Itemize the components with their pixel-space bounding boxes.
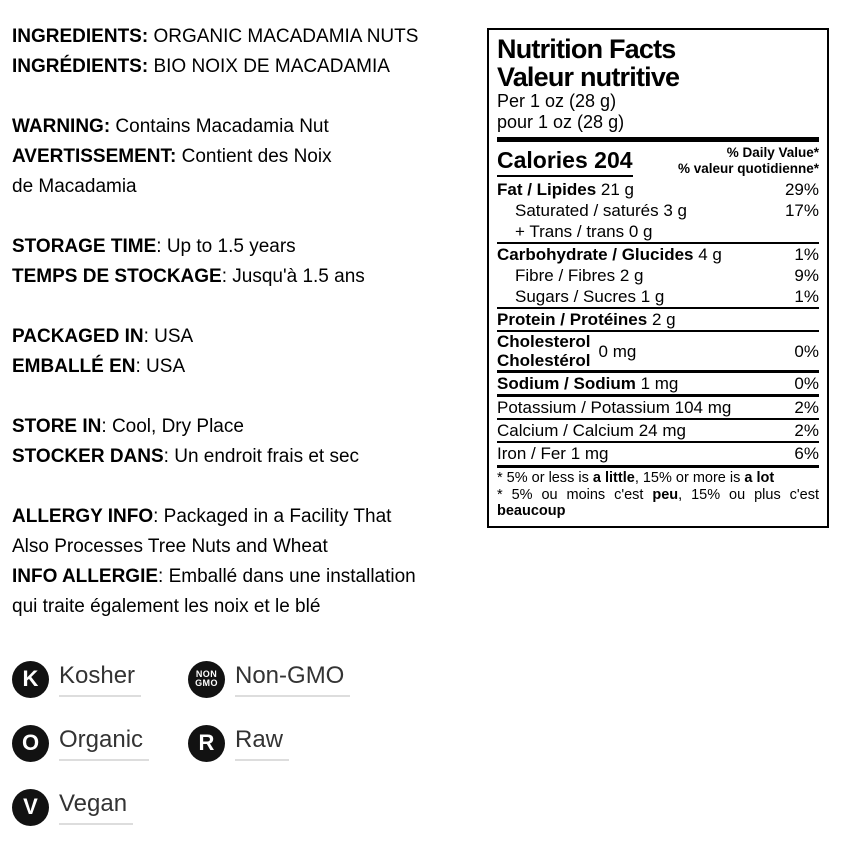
nutrient-dv: 6% bbox=[794, 444, 819, 463]
badge-label-raw: Raw bbox=[235, 726, 289, 761]
badge-vegan bbox=[12, 788, 188, 826]
product-info-column bbox=[12, 22, 480, 652]
store-in-label-fr: STOCKER DANS bbox=[12, 446, 164, 467]
row-fibre bbox=[497, 265, 819, 286]
badge-raw bbox=[188, 724, 442, 762]
calories-value: Calories 204 bbox=[497, 147, 633, 177]
nutrition-facts-panel bbox=[487, 28, 829, 528]
nutrient-dv: 29% bbox=[784, 180, 819, 199]
ingredients-section bbox=[12, 22, 480, 82]
packaged-in-line-fr bbox=[12, 352, 480, 382]
serving-size-en: Per 1 oz (28 g) bbox=[497, 91, 617, 111]
vegan-icon: V bbox=[12, 789, 49, 826]
allergy-label-fr: INFO ALLERGIE bbox=[12, 566, 159, 587]
nutrient-dv: 1% bbox=[794, 287, 819, 306]
row-fat bbox=[497, 179, 819, 200]
store-in-line-fr bbox=[12, 442, 480, 472]
allergy-label-en: ALLERGY INFO bbox=[12, 506, 154, 527]
storage-time-section bbox=[12, 232, 480, 292]
calories-row bbox=[497, 145, 819, 177]
thick-rule bbox=[497, 137, 819, 142]
organic-icon: O bbox=[12, 725, 49, 762]
row-calcium bbox=[497, 418, 819, 441]
nutrient-name: Carbohydrate / Glucides 4 g bbox=[497, 245, 722, 264]
nutrient-name: Calcium / Calcium 24 mg bbox=[497, 421, 686, 440]
nutrient-dv: 2% bbox=[794, 421, 819, 440]
nutrient-dv: 17% bbox=[784, 201, 819, 220]
row-saturated bbox=[497, 200, 819, 221]
allergy-line-fr bbox=[12, 562, 480, 592]
badge-organic bbox=[12, 724, 188, 762]
raw-icon: R bbox=[188, 725, 225, 762]
packaged-in-label-fr: EMBALLÉ EN bbox=[12, 356, 136, 377]
allergy-value-fr: : Emballé dans une installation bbox=[158, 566, 416, 587]
ingredients-line-en bbox=[12, 22, 480, 52]
nutrient-name: Potassium / Potassium 104 mg bbox=[497, 398, 732, 417]
footnote-fr: * 5% ou moins c'est peu, 15% ou plus c'est beaucoup bbox=[497, 486, 819, 519]
row-cholesterol bbox=[497, 330, 819, 370]
nutrient-name: Cholesterol Cholestérol bbox=[497, 332, 591, 370]
allergy-line-en-cont: Also Processes Tree Nuts and Wheat bbox=[12, 536, 328, 557]
serving-size-fr: pour 1 oz (28 g) bbox=[497, 112, 625, 132]
footnote-en: * 5% or less is a little, 15% or more is a lot bbox=[497, 470, 775, 486]
badge-non-gmo bbox=[188, 660, 442, 698]
store-in-value-en: : Cool, Dry Place bbox=[101, 416, 244, 437]
nutrient-dv: 0% bbox=[794, 374, 819, 393]
warning-label-fr: AVERTISSEMENT: bbox=[12, 146, 177, 167]
daily-value-header: % Daily Value* % valeur quotidienne* bbox=[677, 145, 819, 176]
nutrient-name: Fibre / Fibres 2 g bbox=[515, 266, 644, 285]
nutrient-name: Sodium / Sodium 1 mg bbox=[497, 374, 679, 393]
packaged-in-line-en bbox=[12, 322, 480, 352]
warning-value-en: Contains Macadamia Nut bbox=[110, 116, 329, 137]
warning-section bbox=[12, 112, 480, 202]
row-protein bbox=[497, 307, 819, 330]
badge-label-non-gmo: Non-GMO bbox=[235, 662, 350, 697]
store-in-label-en: STORE IN bbox=[12, 416, 102, 437]
packaged-in-value-fr: : USA bbox=[135, 356, 186, 377]
nutrient-amount: 0 mg bbox=[598, 341, 637, 361]
non-gmo-icon: NON GMO bbox=[188, 661, 225, 698]
row-sugars bbox=[497, 286, 819, 307]
badge-label-vegan: Vegan bbox=[59, 790, 133, 825]
allergy-value-en: : Packaged in a Facility That bbox=[153, 506, 392, 527]
storage-time-line-fr bbox=[12, 262, 480, 292]
storage-time-line-en bbox=[12, 232, 480, 262]
row-sodium bbox=[497, 370, 819, 394]
warning-label-en: WARNING: bbox=[12, 116, 111, 137]
warning-line-fr bbox=[12, 142, 480, 172]
daily-value-footnote bbox=[497, 465, 819, 520]
nutrient-dv: 1% bbox=[794, 245, 819, 264]
ingredients-line-fr bbox=[12, 52, 480, 82]
allergy-info-section bbox=[12, 502, 480, 622]
store-in-section bbox=[12, 412, 480, 472]
warning-line-fr-cont: de Macadamia bbox=[12, 176, 137, 197]
warning-line-en bbox=[12, 112, 480, 142]
storage-time-label-en: STORAGE TIME bbox=[12, 236, 157, 257]
nutrient-dv: 0% bbox=[794, 341, 819, 361]
allergy-line-en bbox=[12, 502, 480, 532]
nutrient-name: Fat / Lipides 21 g bbox=[497, 180, 635, 199]
store-in-value-fr: : Un endroit frais et sec bbox=[163, 446, 360, 467]
nutrient-name: Iron / Fer 1 mg bbox=[497, 444, 609, 463]
storage-time-label-fr: TEMPS DE STOCKAGE bbox=[12, 266, 222, 287]
store-in-line-en bbox=[12, 412, 480, 442]
nutrient-name: Saturated / saturés 3 g bbox=[515, 201, 688, 220]
badge-label-kosher: Kosher bbox=[59, 662, 141, 697]
ingredients-label-en: INGREDIENTS: bbox=[12, 26, 149, 47]
ingredients-value-fr: BIO NOIX DE MACADAMIA bbox=[148, 56, 390, 77]
row-trans bbox=[497, 221, 819, 242]
row-potassium bbox=[497, 394, 819, 418]
nutrient-dv: 9% bbox=[794, 266, 819, 285]
ingredients-value-en: ORGANIC MACADAMIA NUTS bbox=[148, 26, 419, 47]
nutrient-dv: 2% bbox=[794, 398, 819, 417]
nutrition-title-en: Nutrition Facts bbox=[497, 34, 676, 64]
certification-badges bbox=[12, 660, 442, 826]
nutrient-name: Sugars / Sucres 1 g bbox=[515, 287, 665, 306]
kosher-icon: K bbox=[12, 661, 49, 698]
row-iron bbox=[497, 441, 819, 464]
nutrient-name: + Trans / trans 0 g bbox=[515, 222, 653, 241]
storage-time-value-en: : Up to 1.5 years bbox=[156, 236, 296, 257]
nutrition-title-fr: Valeur nutritive bbox=[497, 62, 680, 92]
packaged-in-section bbox=[12, 322, 480, 382]
badge-kosher bbox=[12, 660, 188, 698]
badge-label-organic: Organic bbox=[59, 726, 149, 761]
packaged-in-value-en: : USA bbox=[143, 326, 194, 347]
allergy-line-fr-cont: qui traite également les noix et le blé bbox=[12, 596, 321, 617]
nutrient-name: Protein / Protéines 2 g bbox=[497, 310, 676, 329]
warning-value-fr: Contient des Noix bbox=[176, 146, 332, 167]
packaged-in-label-en: PACKAGED IN bbox=[12, 326, 144, 347]
storage-time-value-fr: : Jusqu'à 1.5 ans bbox=[221, 266, 365, 287]
ingredients-label-fr: INGRÉDIENTS: bbox=[12, 56, 149, 77]
row-carbohydrate bbox=[497, 242, 819, 265]
